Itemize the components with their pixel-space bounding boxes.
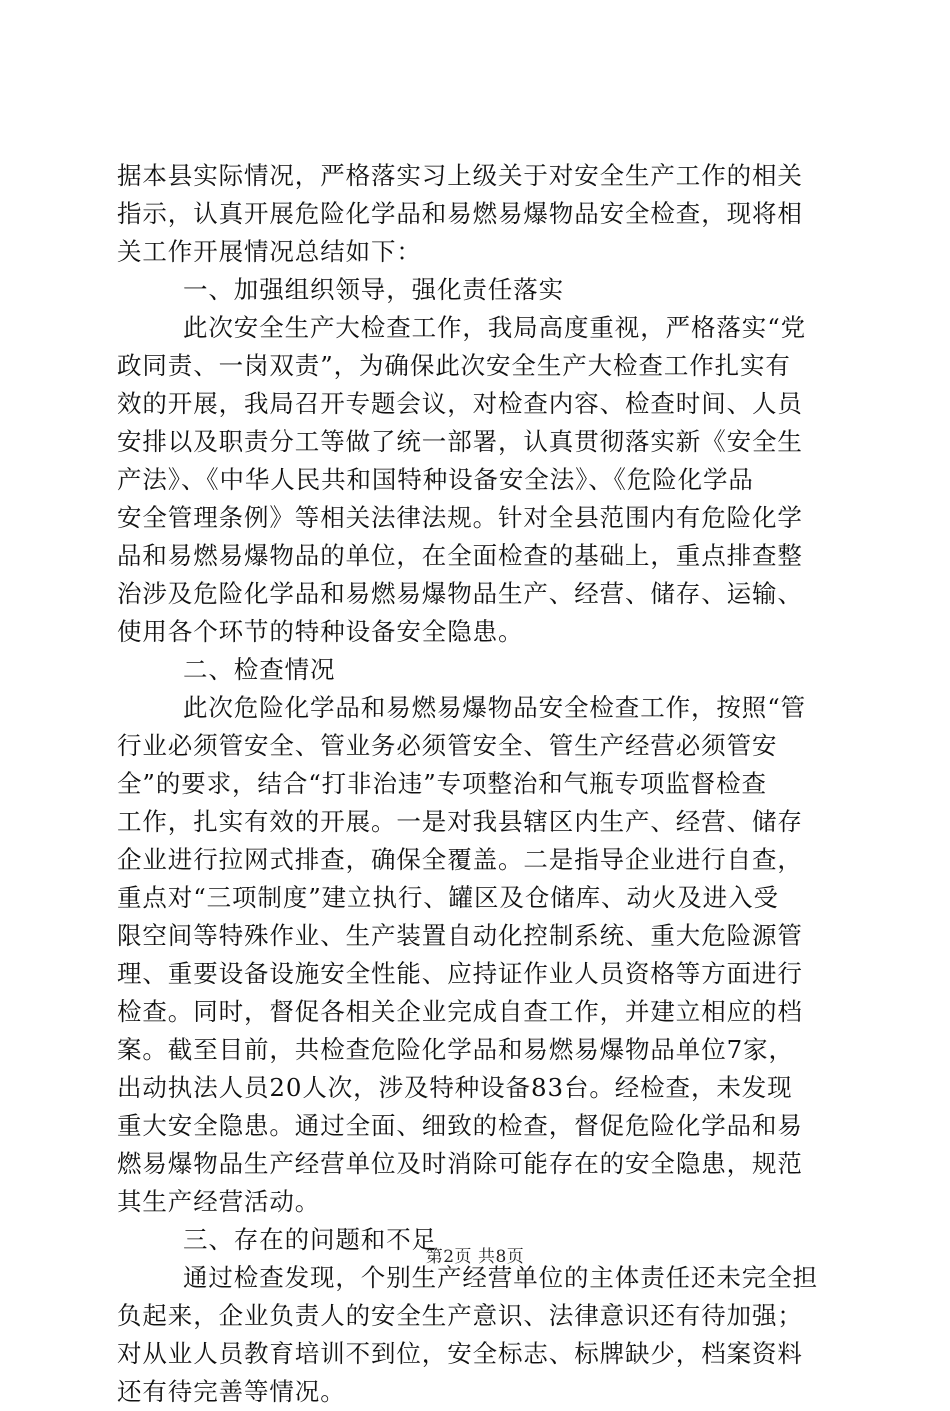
paragraph-line: 检查。同时，督促各相关企业完成自查工作，并建立相应的档 — [117, 997, 803, 1026]
paragraph-line: 企业进行拉网式排查，确保全覆盖。二是指导企业进行自查， — [117, 845, 803, 874]
paragraph-line: 安排以及职责分工等做了统一部署，认真贯彻落实新《安全生 — [117, 427, 803, 456]
paragraph-line: 行业必须管安全、管业务必须管安全、管生产经营必须管安 — [117, 731, 778, 760]
paragraph-line: 限空间等特殊作业、生产装置自动化控制系统、重大危险源管 — [117, 921, 803, 950]
paragraph-line: 指示，认真开展危险化学品和易燃易爆物品安全检查，现将相 — [117, 199, 803, 228]
paragraph-line-indented: 二、检查情况 — [183, 655, 336, 684]
paragraph-line-indented: 此次安全生产大检查工作，我局高度重视，严格落实“党 — [183, 313, 807, 342]
paragraph-line-indented: 三、存在的问题和不足 — [183, 1225, 437, 1254]
paragraph-line-indented: 通过检查发现，个别生产经营单位的主体责任还未完全担 — [183, 1263, 818, 1292]
paragraph-line: 治涉及危险化学品和易燃易爆物品生产、经营、储存、运输、 — [117, 579, 803, 608]
paragraph-line: 全”的要求，结合“打非治违”专项整治和气瓶专项监督检查 — [117, 769, 767, 798]
document-body — [117, 157, 835, 1411]
paragraph-line: 重大安全隐患。通过全面、细致的检查，督促危险化学品和易 — [117, 1111, 803, 1140]
paragraph-line-indented: 此次危险化学品和易燃易爆物品安全检查工作，按照“管 — [183, 693, 807, 722]
paragraph-line: 其生产经营活动。 — [117, 1187, 321, 1216]
paragraph-line: 据本县实际情况，严格落实习上级关于对安全生产工作的相关 — [117, 161, 803, 190]
paragraph-line: 工作，扎实有效的开展。一是对我县辖区内生产、经营、储存 — [117, 807, 803, 836]
paragraph-line: 燃易爆物品生产经营单位及时消除可能存在的安全隐患，规范 — [117, 1149, 803, 1178]
paragraph-line: 效的开展，我局召开专题会议，对检查内容、检查时间、人员 — [117, 389, 803, 418]
paragraph-line: 案。截至目前，共检查危险化学品和易燃易爆物品单位7家， — [117, 1035, 794, 1064]
paragraph-line: 关工作开展情况总结如下： — [117, 237, 422, 266]
paragraph-line: 使用各个环节的特种设备安全隐患。 — [117, 617, 524, 646]
paragraph-line: 对从业人员教育培训不到位，安全标志、标牌缺少，档案资料 — [117, 1339, 803, 1368]
paragraph-line: 品和易燃易爆物品的单位，在全面检查的基础上，重点排查整 — [117, 541, 803, 570]
paragraph-line: 负起来，企业负责人的安全生产意识、法律意识还有待加强； — [117, 1301, 803, 1330]
paragraph-line: 出动执法人员20人次，涉及特种设备83台。经检查，未发现 — [117, 1073, 793, 1102]
paragraph-line: 重点对“三项制度”建立执行、罐区及仓储库、动火及进入受 — [117, 883, 779, 912]
paragraph-line: 还有待完善等情况。 — [117, 1377, 346, 1406]
paragraph-line-indented: 一、加强组织领导，强化责任落实 — [183, 275, 564, 304]
paragraph-line: 理、重要设备设施安全性能、应持证作业人员资格等方面进行 — [117, 959, 803, 988]
paragraph-line: 安全管理条例》等相关法律法规。针对全县范围内有危险化学 — [117, 503, 803, 532]
page-number-footer: 第2页 共8页 — [425, 1247, 525, 1267]
paragraph-line: 产法》、《中华人民共和国特种设备安全法》、《危险化学品 — [117, 465, 754, 494]
paragraph-line: 政同责、一岗双责”，为确保此次安全生产大检查工作扎实有 — [117, 351, 791, 380]
